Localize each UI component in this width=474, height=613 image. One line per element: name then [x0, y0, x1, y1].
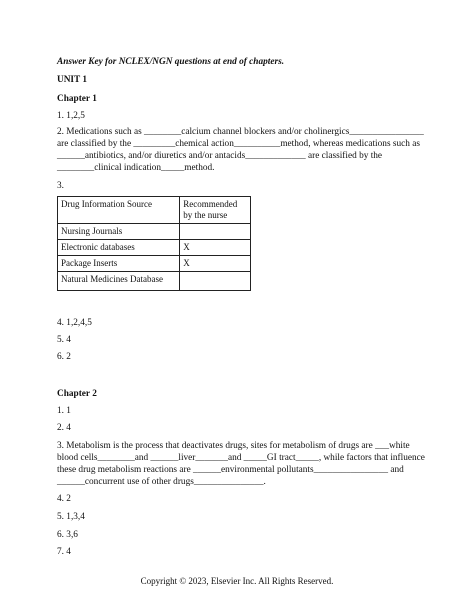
- ch1-answer-2-line-2: are classified by the _________chemical action__________method, whereas medications such as: [57, 139, 420, 149]
- ch1-answer-2-line-1: 2. Medications such as ________calcium channel blockers and/or cholinergics________________: [57, 127, 424, 137]
- table-row: [58, 240, 251, 256]
- table-cell: Electronic databases: [58, 240, 180, 256]
- ch1-answer-2-line-3: ______antibiotics, and/or diuretics and/or antacids_____________ are classified by the: [57, 151, 383, 161]
- table-row: [58, 224, 251, 240]
- chapter-2-heading: Chapter 2: [57, 389, 97, 399]
- ch2-answer-7: 7. 4: [57, 547, 71, 557]
- ch2-answer-5: 5. 1,3,4: [57, 512, 85, 522]
- ch2-answer-1: 1. 1: [57, 406, 71, 416]
- drug-information-table: [57, 196, 251, 291]
- table-cell: X: [180, 256, 251, 272]
- table-cell: X: [180, 240, 251, 256]
- ch2-answer-4: 4. 2: [57, 494, 71, 504]
- copyright-footer: Copyright © 2023, Elsevier Inc. All Rights Reserved.: [140, 576, 334, 586]
- table-cell: [180, 224, 251, 240]
- table-cell: Natural Medicines Database: [58, 272, 180, 291]
- chapter-1-heading: Chapter 1: [57, 94, 97, 104]
- ch1-answer-6: 6. 2: [57, 352, 71, 362]
- table-cell: Package Inserts: [58, 256, 180, 272]
- ch2-answer-3-line-2: blood cells________and ______liver_______and _____GI tract_____, while factors that influence: [57, 453, 425, 463]
- table-header-cell: Drug Information Source: [58, 197, 180, 224]
- table-cell: [180, 272, 251, 291]
- ch1-answer-4: 4. 1,2,4,5: [57, 318, 92, 328]
- document-title: Answer Key for NCLEX/NGN questions at end of chapters.: [57, 57, 285, 67]
- ch1-answer-3: 3.: [57, 181, 64, 191]
- table-cell: Nursing Journals: [58, 224, 180, 240]
- unit-heading: UNIT 1: [57, 75, 88, 85]
- ch2-answer-2: 2. 4: [57, 423, 71, 433]
- ch2-answer-3-line-1: 3. Metabolism is the process that deactivates drugs, sites for metabolism of drugs are ___white: [57, 441, 410, 451]
- ch2-answer-6: 6. 3,6: [57, 530, 78, 540]
- ch2-answer-3-line-3: these drug metabolism reactions are ______environmental pollutants________________ and: [57, 465, 404, 475]
- table-header-row: [58, 197, 251, 224]
- table-row: [58, 272, 251, 291]
- ch1-answer-1: 1. 1,2,5: [57, 111, 85, 121]
- ch1-answer-2-line-4: ________clinical indication_____method.: [57, 163, 215, 173]
- ch1-answer-5: 5. 4: [57, 335, 71, 345]
- ch2-answer-3-line-4: ______concurrent use of other drugs_______________.: [57, 477, 266, 487]
- table-row: [58, 256, 251, 272]
- table-header-cell: Recommended by the nurse: [180, 197, 251, 224]
